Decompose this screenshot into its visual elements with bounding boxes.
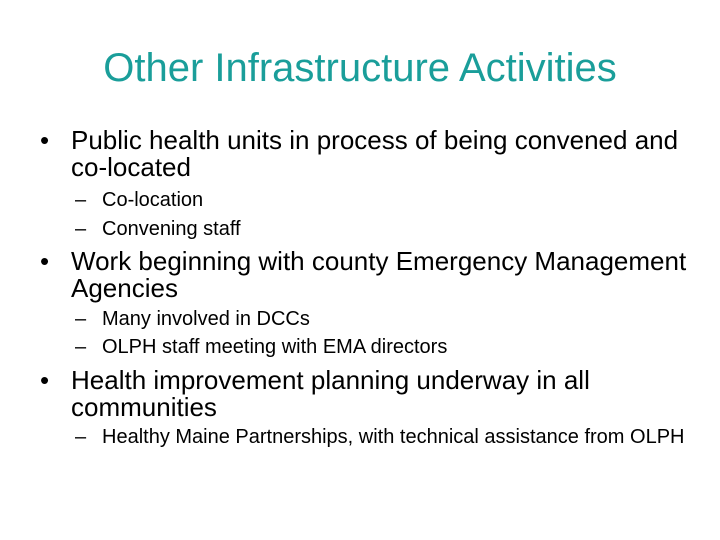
dash-icon: – <box>75 336 87 358</box>
bullet-item <box>40 248 690 302</box>
dash-icon: – <box>75 426 87 448</box>
sub-bullet-item <box>75 307 695 331</box>
bullet-text: Work beginning with county Emergency Management Agencies <box>71 246 687 303</box>
sub-bullet-text: Many involved in DCCs <box>102 308 310 330</box>
bullet-dot-icon: • <box>40 125 50 155</box>
dash-icon: – <box>75 218 87 240</box>
bullet-item <box>40 367 690 421</box>
sub-bullet-item <box>75 425 695 449</box>
dash-icon: – <box>75 308 87 330</box>
slide-title: Other Infrastructure Activities <box>103 46 617 90</box>
sub-bullet-text: Convening staff <box>102 218 241 240</box>
dash-icon: – <box>75 189 87 211</box>
sub-bullet-text: OLPH staff meeting with EMA directors <box>102 336 448 358</box>
bullet-text: Public health units in process of being convened and co-located <box>71 125 679 182</box>
bullet-dot-icon: • <box>40 365 50 395</box>
bullet-text: Health improvement planning underway in all communities <box>71 365 590 422</box>
bullet-item <box>40 127 690 181</box>
sub-bullet-item <box>75 188 695 212</box>
sub-bullet-item <box>75 335 695 359</box>
sub-bullet-text: Healthy Maine Partnerships, with technical assistance from OLPH <box>102 426 685 448</box>
sub-bullet-item <box>75 217 695 241</box>
sub-bullet-text: Co-location <box>102 189 204 211</box>
bullet-dot-icon: • <box>40 246 50 276</box>
